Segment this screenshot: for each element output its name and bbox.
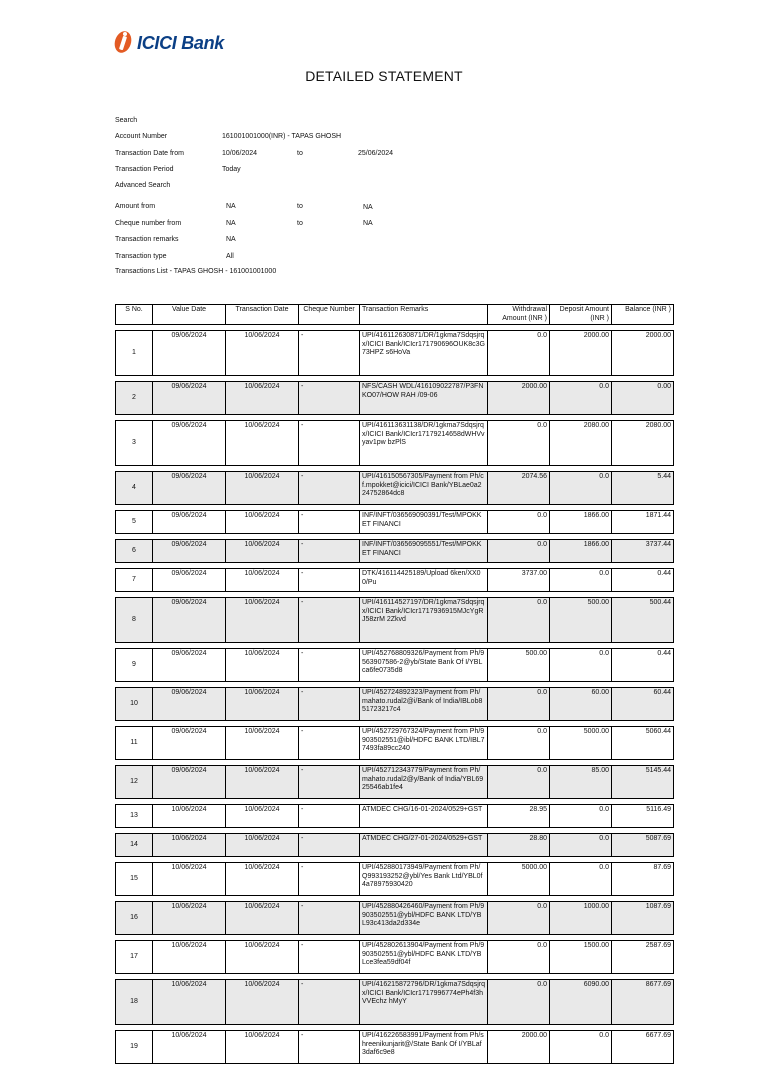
period-value: Today bbox=[222, 166, 241, 173]
row-cheque-number: - bbox=[298, 940, 359, 974]
account-value: 161001001000(INR) - TAPAS GHOSH bbox=[222, 133, 342, 140]
row-withdrawal: 2000.00 bbox=[487, 1030, 549, 1064]
row-transaction-date: 10/06/2024 bbox=[225, 940, 298, 974]
row-deposit: 85.00 bbox=[549, 765, 611, 799]
row-transaction-date: 10/06/2024 bbox=[225, 833, 298, 857]
row-deposit: 0.0 bbox=[549, 471, 611, 505]
row-cheque-number: - bbox=[298, 765, 359, 799]
row-deposit: 1866.00 bbox=[549, 539, 611, 563]
row-withdrawal: 0.0 bbox=[487, 510, 549, 534]
row-sno: 18 bbox=[115, 979, 152, 1025]
row-cheque-number: - bbox=[298, 979, 359, 1025]
row-deposit: 0.0 bbox=[549, 381, 611, 415]
row-balance: 5060.44 bbox=[611, 726, 674, 760]
date-from-label: Transaction Date from bbox=[115, 150, 184, 157]
table-row bbox=[115, 833, 674, 857]
type-value: All bbox=[226, 253, 234, 260]
row-balance: 5087.69 bbox=[611, 833, 674, 857]
table-row bbox=[115, 648, 674, 682]
row-deposit: 500.00 bbox=[549, 597, 611, 643]
row-sno: 8 bbox=[115, 597, 152, 643]
row-sno: 10 bbox=[115, 687, 152, 721]
row-balance: 2000.00 bbox=[611, 330, 674, 376]
row-transaction-date: 10/06/2024 bbox=[225, 726, 298, 760]
row-remarks: UPI/452880426460/Payment from Ph/9903502551@ybl/HDFC BANK LTD/YBL93c413da2d334e bbox=[359, 901, 487, 935]
row-cheque-number: - bbox=[298, 833, 359, 857]
row-withdrawal: 3737.00 bbox=[487, 568, 549, 592]
row-cheque-number: - bbox=[298, 804, 359, 828]
row-transaction-date: 10/06/2024 bbox=[225, 979, 298, 1025]
table-row bbox=[115, 381, 674, 415]
row-cheque-number: - bbox=[298, 1030, 359, 1064]
row-transaction-date: 10/06/2024 bbox=[225, 381, 298, 415]
row-withdrawal: 0.0 bbox=[487, 420, 549, 466]
row-deposit: 0.0 bbox=[549, 804, 611, 828]
logo-text: ICICI Bank bbox=[137, 32, 225, 53]
date-to-value: 25/06/2024 bbox=[358, 150, 394, 157]
row-deposit: 1500.00 bbox=[549, 940, 611, 974]
row-sno: 15 bbox=[115, 862, 152, 896]
row-balance: 6677.69 bbox=[611, 1030, 674, 1064]
row-withdrawal: 0.0 bbox=[487, 726, 549, 760]
row-remarks: ATMDEC CHG/16-01-2024/0529+GST bbox=[359, 804, 487, 828]
row-sno: 1 bbox=[115, 330, 152, 376]
row-value-date: 09/06/2024 bbox=[152, 420, 225, 466]
row-withdrawal: 28.95 bbox=[487, 804, 549, 828]
row-value-date: 09/06/2024 bbox=[152, 597, 225, 643]
icici-emblem-icon bbox=[115, 31, 133, 55]
row-transaction-date: 10/06/2024 bbox=[225, 804, 298, 828]
date-to-label: to bbox=[297, 150, 303, 157]
row-transaction-date: 10/06/2024 bbox=[225, 597, 298, 643]
row-transaction-date: 10/06/2024 bbox=[225, 568, 298, 592]
row-remarks: ATMDEC CHG/27-01-2024/0529+GST bbox=[359, 833, 487, 857]
advanced-search-heading: Advanced Search bbox=[115, 182, 171, 189]
header-sno: S No. bbox=[115, 304, 152, 325]
row-deposit: 1000.00 bbox=[549, 901, 611, 935]
row-withdrawal: 0.0 bbox=[487, 979, 549, 1025]
row-balance: 5.44 bbox=[611, 471, 674, 505]
table-row bbox=[115, 726, 674, 760]
row-withdrawal: 500.00 bbox=[487, 648, 549, 682]
row-balance: 8677.69 bbox=[611, 979, 674, 1025]
row-balance: 0.44 bbox=[611, 568, 674, 592]
row-cheque-number: - bbox=[298, 510, 359, 534]
period-label: Transaction Period bbox=[115, 166, 174, 173]
row-value-date: 10/06/2024 bbox=[152, 862, 225, 896]
row-cheque-number: - bbox=[298, 597, 359, 643]
row-balance: 0.00 bbox=[611, 381, 674, 415]
row-balance: 2080.00 bbox=[611, 420, 674, 466]
table-row bbox=[115, 979, 674, 1025]
table-row bbox=[115, 940, 674, 974]
icici-bank-logo bbox=[115, 29, 224, 57]
row-sno: 11 bbox=[115, 726, 152, 760]
row-balance: 5116.49 bbox=[611, 804, 674, 828]
row-remarks: INF/INFT/036569090391/Test/MPOKK ET FINANCI bbox=[359, 510, 487, 534]
row-deposit: 0.0 bbox=[549, 862, 611, 896]
cheque-from-label: Cheque number from bbox=[115, 220, 182, 227]
row-deposit: 0.0 bbox=[549, 833, 611, 857]
row-deposit: 5000.00 bbox=[549, 726, 611, 760]
row-withdrawal: 2000.00 bbox=[487, 381, 549, 415]
row-value-date: 09/06/2024 bbox=[152, 510, 225, 534]
row-value-date: 10/06/2024 bbox=[152, 940, 225, 974]
cheque-to-value: NA bbox=[363, 220, 373, 227]
row-remarks: UPI/452724892323/Payment from Ph/mahato.rudal2@i/Bank of India/IBLob851723217c4 bbox=[359, 687, 487, 721]
row-value-date: 09/06/2024 bbox=[152, 687, 225, 721]
row-value-date: 10/06/2024 bbox=[152, 804, 225, 828]
row-sno: 17 bbox=[115, 940, 152, 974]
row-sno: 4 bbox=[115, 471, 152, 505]
header-value-date: Value Date bbox=[152, 304, 225, 325]
row-cheque-number: - bbox=[298, 381, 359, 415]
row-cheque-number: - bbox=[298, 568, 359, 592]
row-deposit: 2000.00 bbox=[549, 330, 611, 376]
table-row bbox=[115, 687, 674, 721]
table-row bbox=[115, 597, 674, 643]
row-cheque-number: - bbox=[298, 420, 359, 466]
row-remarks: UPI/452729767324/Payment from Ph/9903502551@ibl/HDFC BANK LTD/IBL77493fa89cc240 bbox=[359, 726, 487, 760]
row-transaction-date: 10/06/2024 bbox=[225, 687, 298, 721]
row-transaction-date: 10/06/2024 bbox=[225, 862, 298, 896]
table-row bbox=[115, 510, 674, 534]
row-withdrawal: 0.0 bbox=[487, 901, 549, 935]
row-withdrawal: 0.0 bbox=[487, 539, 549, 563]
type-label: Transaction type bbox=[115, 253, 167, 260]
row-value-date: 10/06/2024 bbox=[152, 1030, 225, 1064]
row-value-date: 09/06/2024 bbox=[152, 648, 225, 682]
search-heading: Search bbox=[115, 117, 138, 124]
row-value-date: 09/06/2024 bbox=[152, 765, 225, 799]
date-from-value: 10/06/2024 bbox=[222, 150, 258, 157]
row-remarks: UPI/416150567305/Payment from Ph/cf.mpokket@icici/ICICI Bank/YBLae0a224752864dc8 bbox=[359, 471, 487, 505]
row-deposit: 1866.00 bbox=[549, 510, 611, 534]
table-header-row bbox=[115, 304, 674, 325]
row-sno: 19 bbox=[115, 1030, 152, 1064]
cheque-from-value: NA bbox=[226, 220, 236, 227]
row-deposit: 0.0 bbox=[549, 1030, 611, 1064]
row-balance: 0.44 bbox=[611, 648, 674, 682]
row-balance: 3737.44 bbox=[611, 539, 674, 563]
row-deposit: 2080.00 bbox=[549, 420, 611, 466]
row-sno: 5 bbox=[115, 510, 152, 534]
row-cheque-number: - bbox=[298, 330, 359, 376]
row-transaction-date: 10/06/2024 bbox=[225, 1030, 298, 1064]
row-sno: 16 bbox=[115, 901, 152, 935]
row-withdrawal: 0.0 bbox=[487, 330, 549, 376]
row-transaction-date: 10/06/2024 bbox=[225, 420, 298, 466]
table-row bbox=[115, 765, 674, 799]
row-cheque-number: - bbox=[298, 539, 359, 563]
row-sno: 9 bbox=[115, 648, 152, 682]
row-transaction-date: 10/06/2024 bbox=[225, 765, 298, 799]
table-row bbox=[115, 471, 674, 505]
remarks-value: NA bbox=[226, 236, 236, 243]
table-row bbox=[115, 420, 674, 466]
row-remarks: DTK/416114425189/Upload 6ken/XX00/Pu bbox=[359, 568, 487, 592]
row-balance: 1087.69 bbox=[611, 901, 674, 935]
row-deposit: 60.00 bbox=[549, 687, 611, 721]
row-balance: 2587.69 bbox=[611, 940, 674, 974]
row-cheque-number: - bbox=[298, 862, 359, 896]
header-deposit: Deposit Amount (INR ) bbox=[549, 304, 611, 325]
amount-to-value: NA bbox=[363, 204, 373, 211]
row-value-date: 09/06/2024 bbox=[152, 471, 225, 505]
header-remarks: Transaction Remarks bbox=[359, 304, 487, 325]
row-remarks: UPI/416114527197/DR/1gkma7Sdqsjrq x/ICICI Bank/ICIcr1717936915MJcYgRJ58zrM 2Zkvd bbox=[359, 597, 487, 643]
cheque-to-label: to bbox=[297, 220, 303, 227]
row-withdrawal: 0.0 bbox=[487, 597, 549, 643]
row-cheque-number: - bbox=[298, 901, 359, 935]
row-deposit: 0.0 bbox=[549, 568, 611, 592]
row-withdrawal: 0.0 bbox=[487, 765, 549, 799]
transactions-body bbox=[115, 330, 674, 1064]
transactions-list-label: Transactions List - TAPAS GHOSH - 161001001000 bbox=[115, 268, 277, 275]
header-balance: Balance (INR ) bbox=[611, 304, 674, 325]
header-transaction-date: Transaction Date bbox=[225, 304, 298, 325]
row-remarks: UPI/416113631138/DR/1gkma7Sdqsjrq x/ICICI Bank/ICIcr17179214658dWHVvyav1pw bzPlS bbox=[359, 420, 487, 466]
row-sno: 2 bbox=[115, 381, 152, 415]
account-label: Account Number bbox=[115, 133, 168, 140]
row-deposit: 0.0 bbox=[549, 648, 611, 682]
row-transaction-date: 10/06/2024 bbox=[225, 330, 298, 376]
row-balance: 87.69 bbox=[611, 862, 674, 896]
row-withdrawal: 0.0 bbox=[487, 687, 549, 721]
row-withdrawal: 5000.00 bbox=[487, 862, 549, 896]
row-withdrawal: 2074.56 bbox=[487, 471, 549, 505]
row-sno: 3 bbox=[115, 420, 152, 466]
row-value-date: 10/06/2024 bbox=[152, 979, 225, 1025]
row-value-date: 09/06/2024 bbox=[152, 568, 225, 592]
table-row bbox=[115, 1030, 674, 1064]
amount-to-label: to bbox=[297, 203, 303, 210]
amount-from-value: NA bbox=[226, 203, 236, 210]
row-sno: 7 bbox=[115, 568, 152, 592]
row-transaction-date: 10/06/2024 bbox=[225, 471, 298, 505]
row-transaction-date: 10/06/2024 bbox=[225, 510, 298, 534]
row-value-date: 10/06/2024 bbox=[152, 901, 225, 935]
row-value-date: 09/06/2024 bbox=[152, 381, 225, 415]
table-row bbox=[115, 568, 674, 592]
page-title: DETAILED STATEMENT bbox=[305, 68, 463, 84]
row-transaction-date: 10/06/2024 bbox=[225, 901, 298, 935]
row-value-date: 09/06/2024 bbox=[152, 330, 225, 376]
row-withdrawal: 28.80 bbox=[487, 833, 549, 857]
row-remarks: UPI/416226583991/Payment from Ph/shreenikunjarit@/State Bank Of I/YBLaf3daf6c9e8 bbox=[359, 1030, 487, 1064]
row-sno: 12 bbox=[115, 765, 152, 799]
row-value-date: 09/06/2024 bbox=[152, 539, 225, 563]
remarks-label: Transaction remarks bbox=[115, 236, 179, 243]
row-cheque-number: - bbox=[298, 687, 359, 721]
row-cheque-number: - bbox=[298, 471, 359, 505]
row-cheque-number: - bbox=[298, 648, 359, 682]
row-transaction-date: 10/06/2024 bbox=[225, 648, 298, 682]
row-sno: 13 bbox=[115, 804, 152, 828]
row-balance: 60.44 bbox=[611, 687, 674, 721]
row-remarks: NFS/CASH WDL/416109022787/P3FNKO07/HOW RAH /09-06 bbox=[359, 381, 487, 415]
row-deposit: 6090.00 bbox=[549, 979, 611, 1025]
row-sno: 6 bbox=[115, 539, 152, 563]
row-value-date: 09/06/2024 bbox=[152, 726, 225, 760]
row-balance: 1871.44 bbox=[611, 510, 674, 534]
table-row bbox=[115, 901, 674, 935]
row-remarks: UPI/452802613904/Payment from Ph/9903502551@ybl/HDFC BANK LTD/YBLce3fea59df04f bbox=[359, 940, 487, 974]
table-row bbox=[115, 804, 674, 828]
table-row bbox=[115, 330, 674, 376]
row-balance: 500.44 bbox=[611, 597, 674, 643]
row-remarks: INF/INFT/036569095551/Test/MPOKK ET FINANCI bbox=[359, 539, 487, 563]
table-row bbox=[115, 862, 674, 896]
row-remarks: UPI/416112630871/DR/1gkma7Sdqsjrq x/ICICI Bank/ICIcr171790696OUK8c3G73HPZ s6HoVa bbox=[359, 330, 487, 376]
transactions-table bbox=[115, 299, 674, 1069]
table-row bbox=[115, 539, 674, 563]
row-sno: 14 bbox=[115, 833, 152, 857]
row-cheque-number: - bbox=[298, 726, 359, 760]
header-withdrawal: Withdrawal Amount (INR ) bbox=[487, 304, 549, 325]
row-balance: 5145.44 bbox=[611, 765, 674, 799]
row-transaction-date: 10/06/2024 bbox=[225, 539, 298, 563]
amount-from-label: Amount from bbox=[115, 203, 156, 210]
row-remarks: UPI/452880173949/Payment from Ph/Q993193252@ybl/Yes Bank Ltd/YBL0f4a78975930420 bbox=[359, 862, 487, 896]
row-remarks: UPI/452712343779/Payment from Ph/mahato.rudal2@y/Bank of India/YBL6925546ab1fe4 bbox=[359, 765, 487, 799]
row-remarks: UPI/416215872796/DR/1gkma7Sdqsjrq x/ICICI Bank/ICIcr1717996774ePh4f3hVVEchz hMyY bbox=[359, 979, 487, 1025]
row-withdrawal: 0.0 bbox=[487, 940, 549, 974]
header-cheque-number: Cheque Number bbox=[298, 304, 359, 325]
row-value-date: 10/06/2024 bbox=[152, 833, 225, 857]
row-remarks: UPI/452768809326/Payment from Ph/9563907586-2@yb/State Bank Of I/YBLca6fe0735d8 bbox=[359, 648, 487, 682]
